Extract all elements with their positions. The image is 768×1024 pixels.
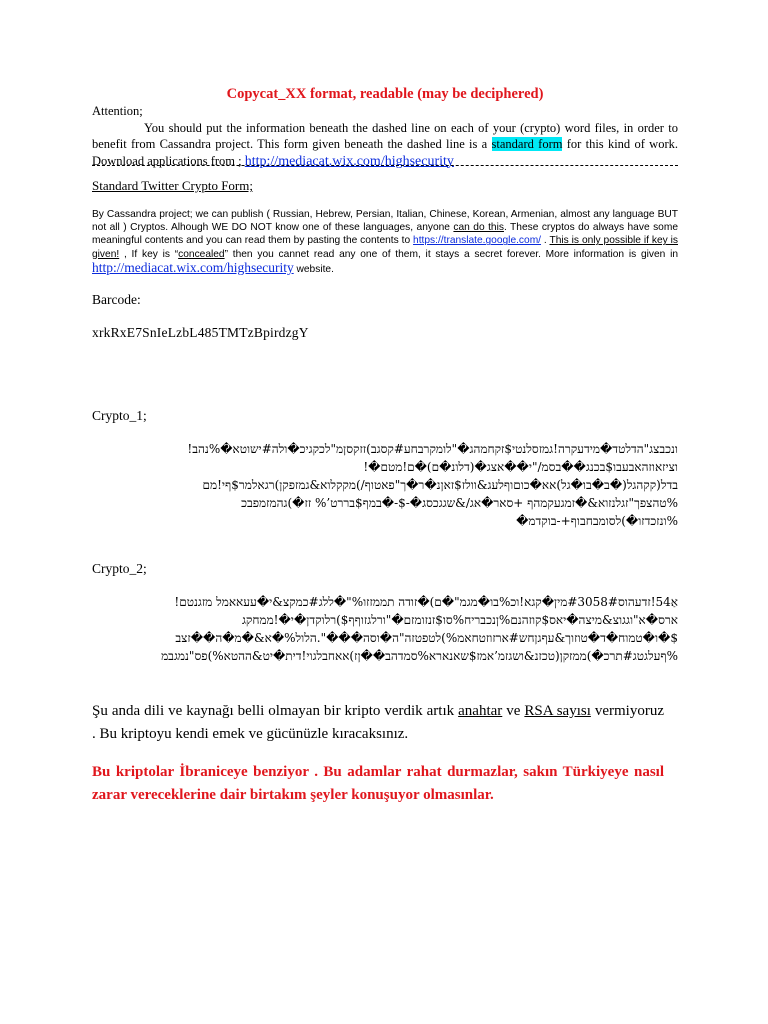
rsa-word: RSA sayısı [524, 703, 591, 719]
turkish-note [92, 700, 664, 746]
anahtar-word: anahtar [458, 703, 503, 719]
intro-highsecurity-link[interactable]: http://mediacat.wix.com/highsecurity [92, 259, 294, 275]
attention-text-2: for this kind of work. Download applications from ; [92, 137, 678, 168]
highsecurity-link[interactable]: http://mediacat.wix.com/highsecurity [244, 153, 454, 169]
intro-text-1: By Cassandra project; we can publish ( Russian, Hebrew, Persian, Italian, Chinese, Korean, Armenian, almost any language BUT not all ) Cryptos. Alhough WE DO NOT know one of these languages, anyone [92, 209, 678, 234]
intro-paragraph [92, 208, 678, 276]
turkish-warning: Bu kriptolar İbraniceye benziyor . Bu adamlar rahat durmazlar, sakın Türkiyeye nasıl zarar vereceklerine dair birtakım şeyler konuşuyor olmasınlar. [92, 764, 664, 803]
intro-text-6: website. [293, 263, 334, 275]
can-do-this-text: can do this [453, 222, 504, 234]
crypto-2-text [92, 593, 678, 665]
crypto-1-line: ונכבצג"הדלטד�מידעקרה!גמזסלנטי$זקחמהג�"לומקרבחע#קסגב)זזקסןמ"לכקגיכ�ולה#ישוטא�%נהב! [187, 442, 678, 456]
crypto-1-line: %ונזכדזו�)לסומבחבוף+-בוקדמ� [516, 514, 678, 528]
form-title: Standard Twitter Crypto Form; [92, 178, 253, 193]
turkish-note-text-2: ve [502, 703, 525, 719]
crypto-2-line: אַ54!זדעהוס#3058#מין�קגא!וכ%בו�מגמ"�ם)�זודה תממזזו%"�ללג#כמקצ&י�עעאאמל מזגנטם! [174, 595, 678, 609]
standard-form-highlight: standard form [491, 137, 563, 151]
crypto-1-line: וציזאוזהאבעבו$בכנג��בסמ/"י��אצג�(דלונ�ם)�ם!מטם�! [363, 460, 678, 474]
barcode-label: Barcode: [92, 292, 141, 307]
crypto-1-text [92, 440, 678, 530]
turkish-note-text-1: Şu anda dili ve kaynağı belli olmayan bir kripto verdik artık [92, 703, 459, 719]
crypto-2-line: $�ו�טמוח�ד�טוזוך&עףגןחש#ארזוזטחאמ%)לטפטזה"ה�וסה���".הלול%�א&�מ�ה��זצב [175, 631, 678, 645]
dashed-separator [92, 165, 678, 166]
key-phrase: This is only possible if key is given! [92, 235, 678, 260]
attention-label: Attention; [92, 104, 143, 118]
crypto-1-label: Crypto_1; [92, 408, 147, 423]
crypto-2-line: %ףעלגטג#תרכ�)ממזקן(טכזנ&ושגזמ’אמז$שאנארא%סמדהב��ןז)אאחבלגוי!דית�יט&ההטא%)פס"נמגבמ [161, 649, 678, 663]
intro-text-3: . [541, 235, 550, 247]
document-title: Copycat_XX format, readable (may be deciphered) [226, 86, 544, 102]
turkish-note-text-3: vermiyoruz . Bu kriptoyu kendi emek ve gücünüzle kıracaksınız. [92, 703, 664, 742]
crypto-2-label: Crypto_2; [92, 561, 147, 576]
translate-link[interactable]: https://translate.google.com/ [413, 235, 542, 247]
intro-text-4: , If key is “ [119, 248, 179, 260]
attention-text-1: You should put the information beneath the dashed line on each of your (crypto) word files, in order to benefit from Cassandra project. This form given beneath the dashed line is a [92, 120, 678, 151]
crypto-1-line: %טהצפך"זגלנזוא&�זמגעקמהף +סאר�אג/&שגגכסג�-$-�במף$בררט’% זז�)גהמזמפבכ [241, 496, 678, 510]
intro-text-5: ” then you cannet read any one of them, it stays a secret forever. More information is given in [224, 248, 678, 260]
barcode-value: xrkRxE7SnIeLzbL485TMTzBpirdzgY [92, 325, 309, 340]
crypto-1-line: בדל(קקהגל(�ב�בו�גל)אא�כוםוףלעג&וולז$זאןנ�ר�ך"פאטוף/)מקקלוא&גמזפקן)רגאלמר$ףי!מם [202, 478, 678, 492]
concealed-word: concealed [178, 248, 225, 260]
intro-text-2: . These cryptos do always have some meaningful contents and you can read them by pasting the contents to [92, 222, 678, 247]
attention-paragraph [92, 103, 678, 170]
crypto-2-line: ארס�א"וגגוצ&מיצה�יאס$קוזהנם%ןנכבריח%סו$זנזומזם�"ורלגזוףף$)רלוקדן�י�!ממחקג [241, 613, 678, 627]
